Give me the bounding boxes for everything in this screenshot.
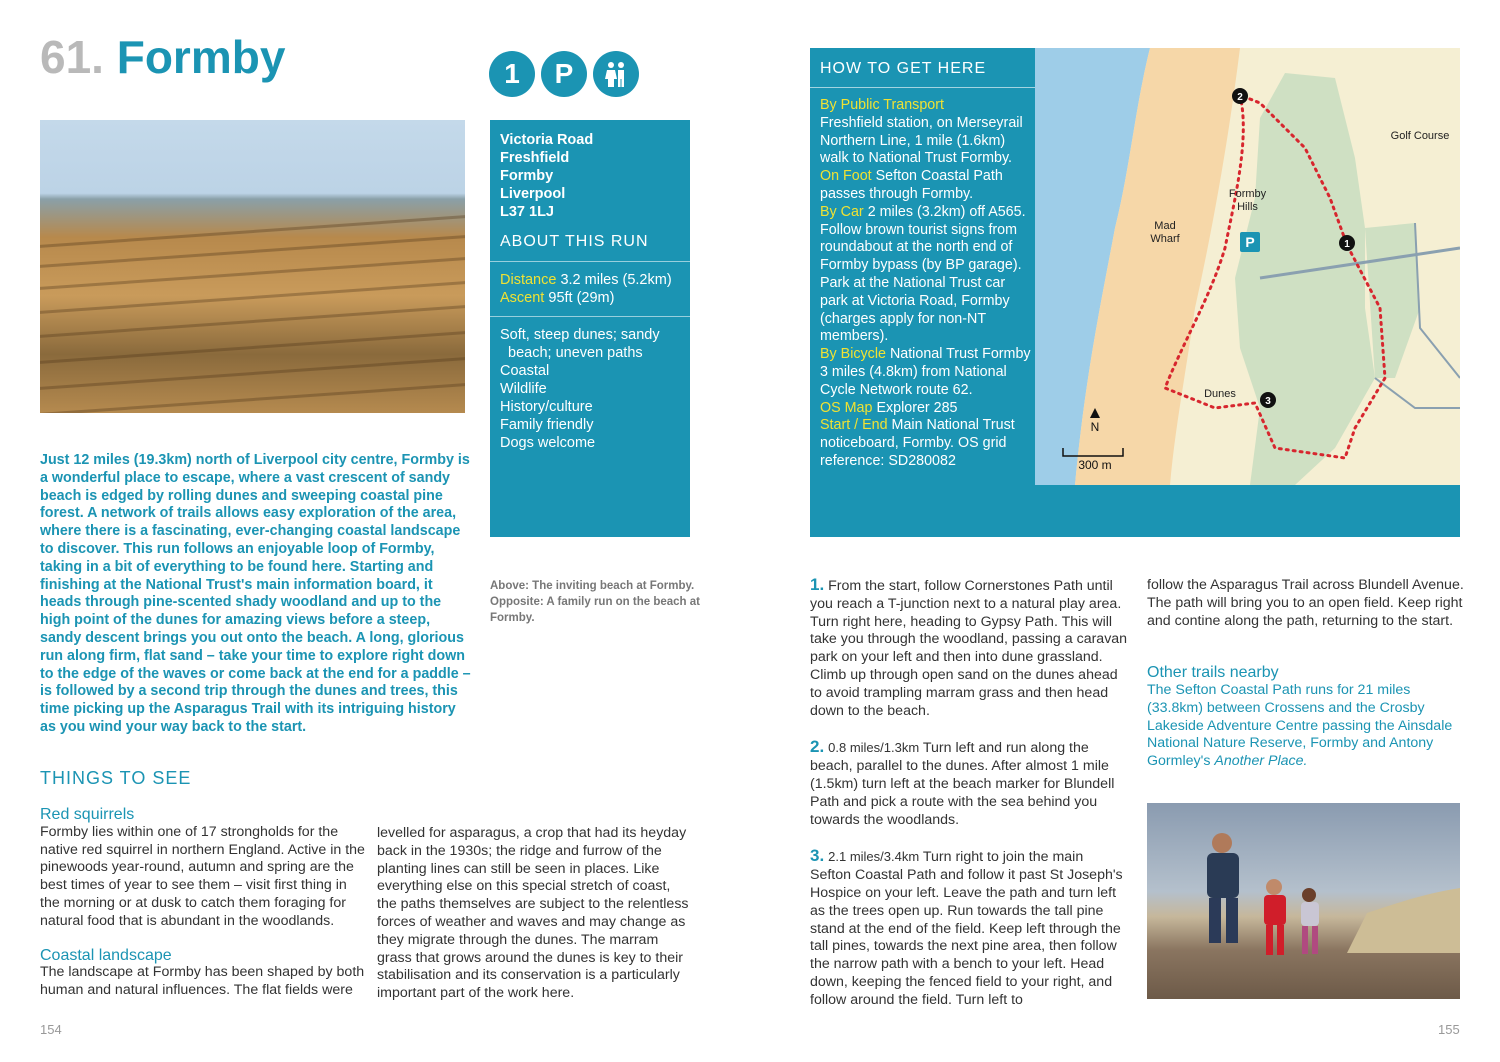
family-figures (1147, 803, 1460, 999)
red-squirrels-heading: Red squirrels (40, 806, 135, 823)
other-trails (1147, 664, 1465, 771)
things-col-1 (40, 806, 365, 1000)
toilets-icon (593, 51, 639, 97)
route-map (1035, 48, 1460, 485)
transport-text: 2 miles (3.2km) off A565. Follow brown tourist signs from roundabout at the north end of Formby bypass (by BP garage). Park at the National Trust car park at Victoria Road, Formby (charges apply for non-NT members). (820, 203, 1026, 345)
intro-paragraph: Just 12 miles (19.3km) north of Liverpool city centre, Formby is a wonderful place to escape, where a vast crescent of sandy beach is edged by rolling dunes and sweeping coastal pine forest. A network of trails allows easy exploration of the area, where there is a fascinating, ever-changing coastal landscape to discover. This run follows an enjoyable loop of Formby, taking in a bit of everything to be found here. Starting and finishing at the National Trust's main information board, it heads through pine-scented shady woodland and up to the high point of the dunes for amazing views before a steep, sandy descent brings you out onto the beach. A long, glorious run along firm, flat sand – take your time to explore right down to the edge of the waves or come back at the end for a paddle – is followed by a second trip through the dunes and trees, this time picking up the Asparagus Trail with its intriguing history as you wind your way back to the start. (40, 452, 471, 735)
distance-value: 3.2 miles (5.2km) (560, 272, 672, 288)
how-heading: HOW TO GET HERE (820, 60, 987, 77)
road-2 (1375, 378, 1460, 408)
transport-item (820, 417, 1032, 470)
address-line: Formby (500, 168, 554, 184)
mad-wharf-label: Mad Wharf (1150, 220, 1180, 245)
woodland-area-2 (1365, 223, 1420, 378)
family-run-photo (1147, 803, 1460, 999)
waypoint-label: 2 (1237, 92, 1243, 103)
other-trails-text: The Sefton Coastal Path runs for 21 miles (33.8km) between Crossens and the Crosby Lakeside Adventure Centre passing the Ainsdale National Nature Reserve, Formby and Antony Gormley's (1147, 682, 1453, 770)
facility-icons (489, 51, 639, 97)
parking-icon: P (541, 51, 587, 97)
coastal-heading: Coastal landscape (40, 946, 172, 964)
things-to-see-heading: THINGS TO SEE (40, 768, 192, 788)
waypoint-label: 3 (1265, 396, 1271, 407)
divider (810, 87, 1035, 88)
feature-item: Coastal (500, 363, 550, 379)
parking-label: P (1245, 234, 1255, 250)
transport-label: On Foot (820, 168, 872, 185)
beach-photo (40, 120, 465, 413)
transport-text: Main National Trust noticeboard, Formby. OS grid reference: SD280082 (820, 417, 1015, 469)
step-text: From the start, follow Cornerstones Path until you reach a T-junction next to a natural play area. Turn right here, heading to Gypsy Path. This will take you through the woodland, passing a caravan park on your left and then into dune grassland. Climb up through open sand on the dunes ahead to avoid trampling marram grass and then head down to the beach. (810, 578, 1128, 719)
distance-label: Distance (500, 272, 557, 288)
step-number: 2. (810, 737, 825, 757)
transport-text: Sefton Coastal Path passes through Formby. (820, 168, 1003, 202)
caption-line: Opposite: A family run on the beach at Formby. (490, 596, 701, 624)
transport-label: Start / End (820, 417, 888, 434)
address-line: L37 1LJ (500, 204, 554, 220)
ascent-label: Ascent (500, 290, 545, 306)
transport-item (820, 400, 1032, 418)
transport-text: Explorer 285 (876, 399, 958, 416)
transport-label: By Public Transport (820, 97, 944, 113)
photo-caption (490, 578, 700, 626)
waypoint-label: 1 (1344, 239, 1350, 250)
things-col-2: levelled for asparagus, a crop that had its heyday back in the 1930s; the ridge and furrow of the planting lines can still be seen in places. Like everything else on this special stretch of coast, the paths themselves are subject to the relentless forces of weather and waves and may change as they migrate through the dunes. The marram grass that grows around the dunes is key to their stabilisation and its conservation is a particularly important part of the work here. (377, 825, 689, 1002)
transport-info (820, 97, 1032, 471)
transport-item (820, 168, 1032, 204)
red-squirrels-text: Formby lies within one of 17 strongholds for the native red squirrel in northern England. Active in the pinewoods year-round, autumn and spring are the best times of year to see them – visit first thing in the morning or at dusk to catch them foraging for natural food that is abundant in the woodlands. (40, 823, 365, 929)
road-3 (1415, 223, 1460, 378)
address-line: Liverpool (500, 186, 566, 202)
feature-item: History/culture (500, 399, 593, 415)
run-name: Formby (116, 31, 286, 83)
formby-hills-label: Formby Hills (1228, 188, 1267, 213)
route-steps (810, 576, 1128, 1010)
step-distance: 0.8 miles/1.3km (828, 740, 920, 756)
run-number: 61. (40, 31, 104, 83)
other-trails-text-block (1147, 682, 1465, 771)
feature-item: Family friendly (500, 417, 594, 433)
address-line: Freshfield (500, 150, 570, 166)
transport-text: Freshfield station, on Merseyrail Northern Line, 1 mile (1.6km) walk to National Trust Formby. (820, 114, 1023, 167)
feature-item: Soft, steep dunes; sandy (500, 327, 660, 343)
toilets-glyph-icon (601, 59, 631, 89)
step-distance: 2.1 miles/3.4km (828, 849, 920, 865)
run-stats (490, 261, 690, 316)
step-text: Turn right to join the main Sefton Coastal Path and follow it past St Joseph's Hospice on your left. Leave the path and turn left as the trees open up. Run towards the tall pine stand at the end of the field. Keep left through the tall pines, towards the next pine area, then follow the narrow path with a bench to your left. Head down, keeping the fenced field to your right, and follow around the field. Turn left to (810, 849, 1123, 1008)
transport-item (820, 204, 1032, 346)
page-number-right: 155 (1438, 1022, 1460, 1037)
feature-item: Dogs welcome (500, 435, 596, 451)
run-features (490, 316, 690, 461)
coastal-text: The landscape at Formby has been shaped by both human and natural influences. The flat fields were (40, 964, 365, 999)
step-3-continued: follow the Asparagus Trail across Blundell Avenue. The path will bring you to an open field. Keep right and contine along the path, returning to the start. (1147, 577, 1464, 629)
step-text: Turn left and run along the beach, parallel to the dunes. After almost 1 mile (1.5km) turn left at the beach marker for Blundell Path and pick a route with the sea behind you towards the woodlands. (810, 740, 1115, 828)
run-info-box (490, 120, 690, 537)
other-trails-heading: Other trails nearby (1147, 664, 1279, 681)
ascent-value: 95ft (29m) (548, 290, 615, 306)
route-step (810, 847, 1128, 1009)
transport-item (820, 97, 1032, 168)
woodland-area (1235, 73, 1375, 485)
run-number-icon: 1 (489, 51, 535, 97)
other-trails-italic: Another Place. (1214, 753, 1308, 770)
golf-course-label: Golf Course (1390, 130, 1450, 142)
feature-item: beach; uneven paths (508, 345, 643, 361)
dunes-label: Dunes (1204, 388, 1236, 400)
step-number: 1. (810, 575, 825, 594)
page-number-left: 154 (40, 1022, 62, 1037)
route-map-svg (1035, 48, 1460, 485)
scale-label: 300 m (1078, 458, 1112, 472)
page-title (40, 30, 285, 84)
caption-line: Above: The inviting beach at Formby. (490, 580, 695, 592)
transport-item (820, 346, 1032, 399)
route-step (810, 738, 1128, 829)
north-label: N (1090, 420, 1100, 434)
transport-text: National Trust Formby 3 miles (4.8km) from National Cycle Network route 62. (820, 346, 1031, 398)
transport-label: OS Map (820, 399, 873, 416)
address (490, 120, 690, 221)
transport-label: By Bicycle (820, 346, 886, 363)
transport-label: By Car (820, 203, 864, 220)
route-step (810, 576, 1128, 720)
step-number: 3. (810, 846, 825, 866)
about-heading: ABOUT THIS RUN (500, 233, 649, 250)
address-line: Victoria Road (500, 132, 594, 148)
feature-item: Wildlife (500, 381, 547, 397)
